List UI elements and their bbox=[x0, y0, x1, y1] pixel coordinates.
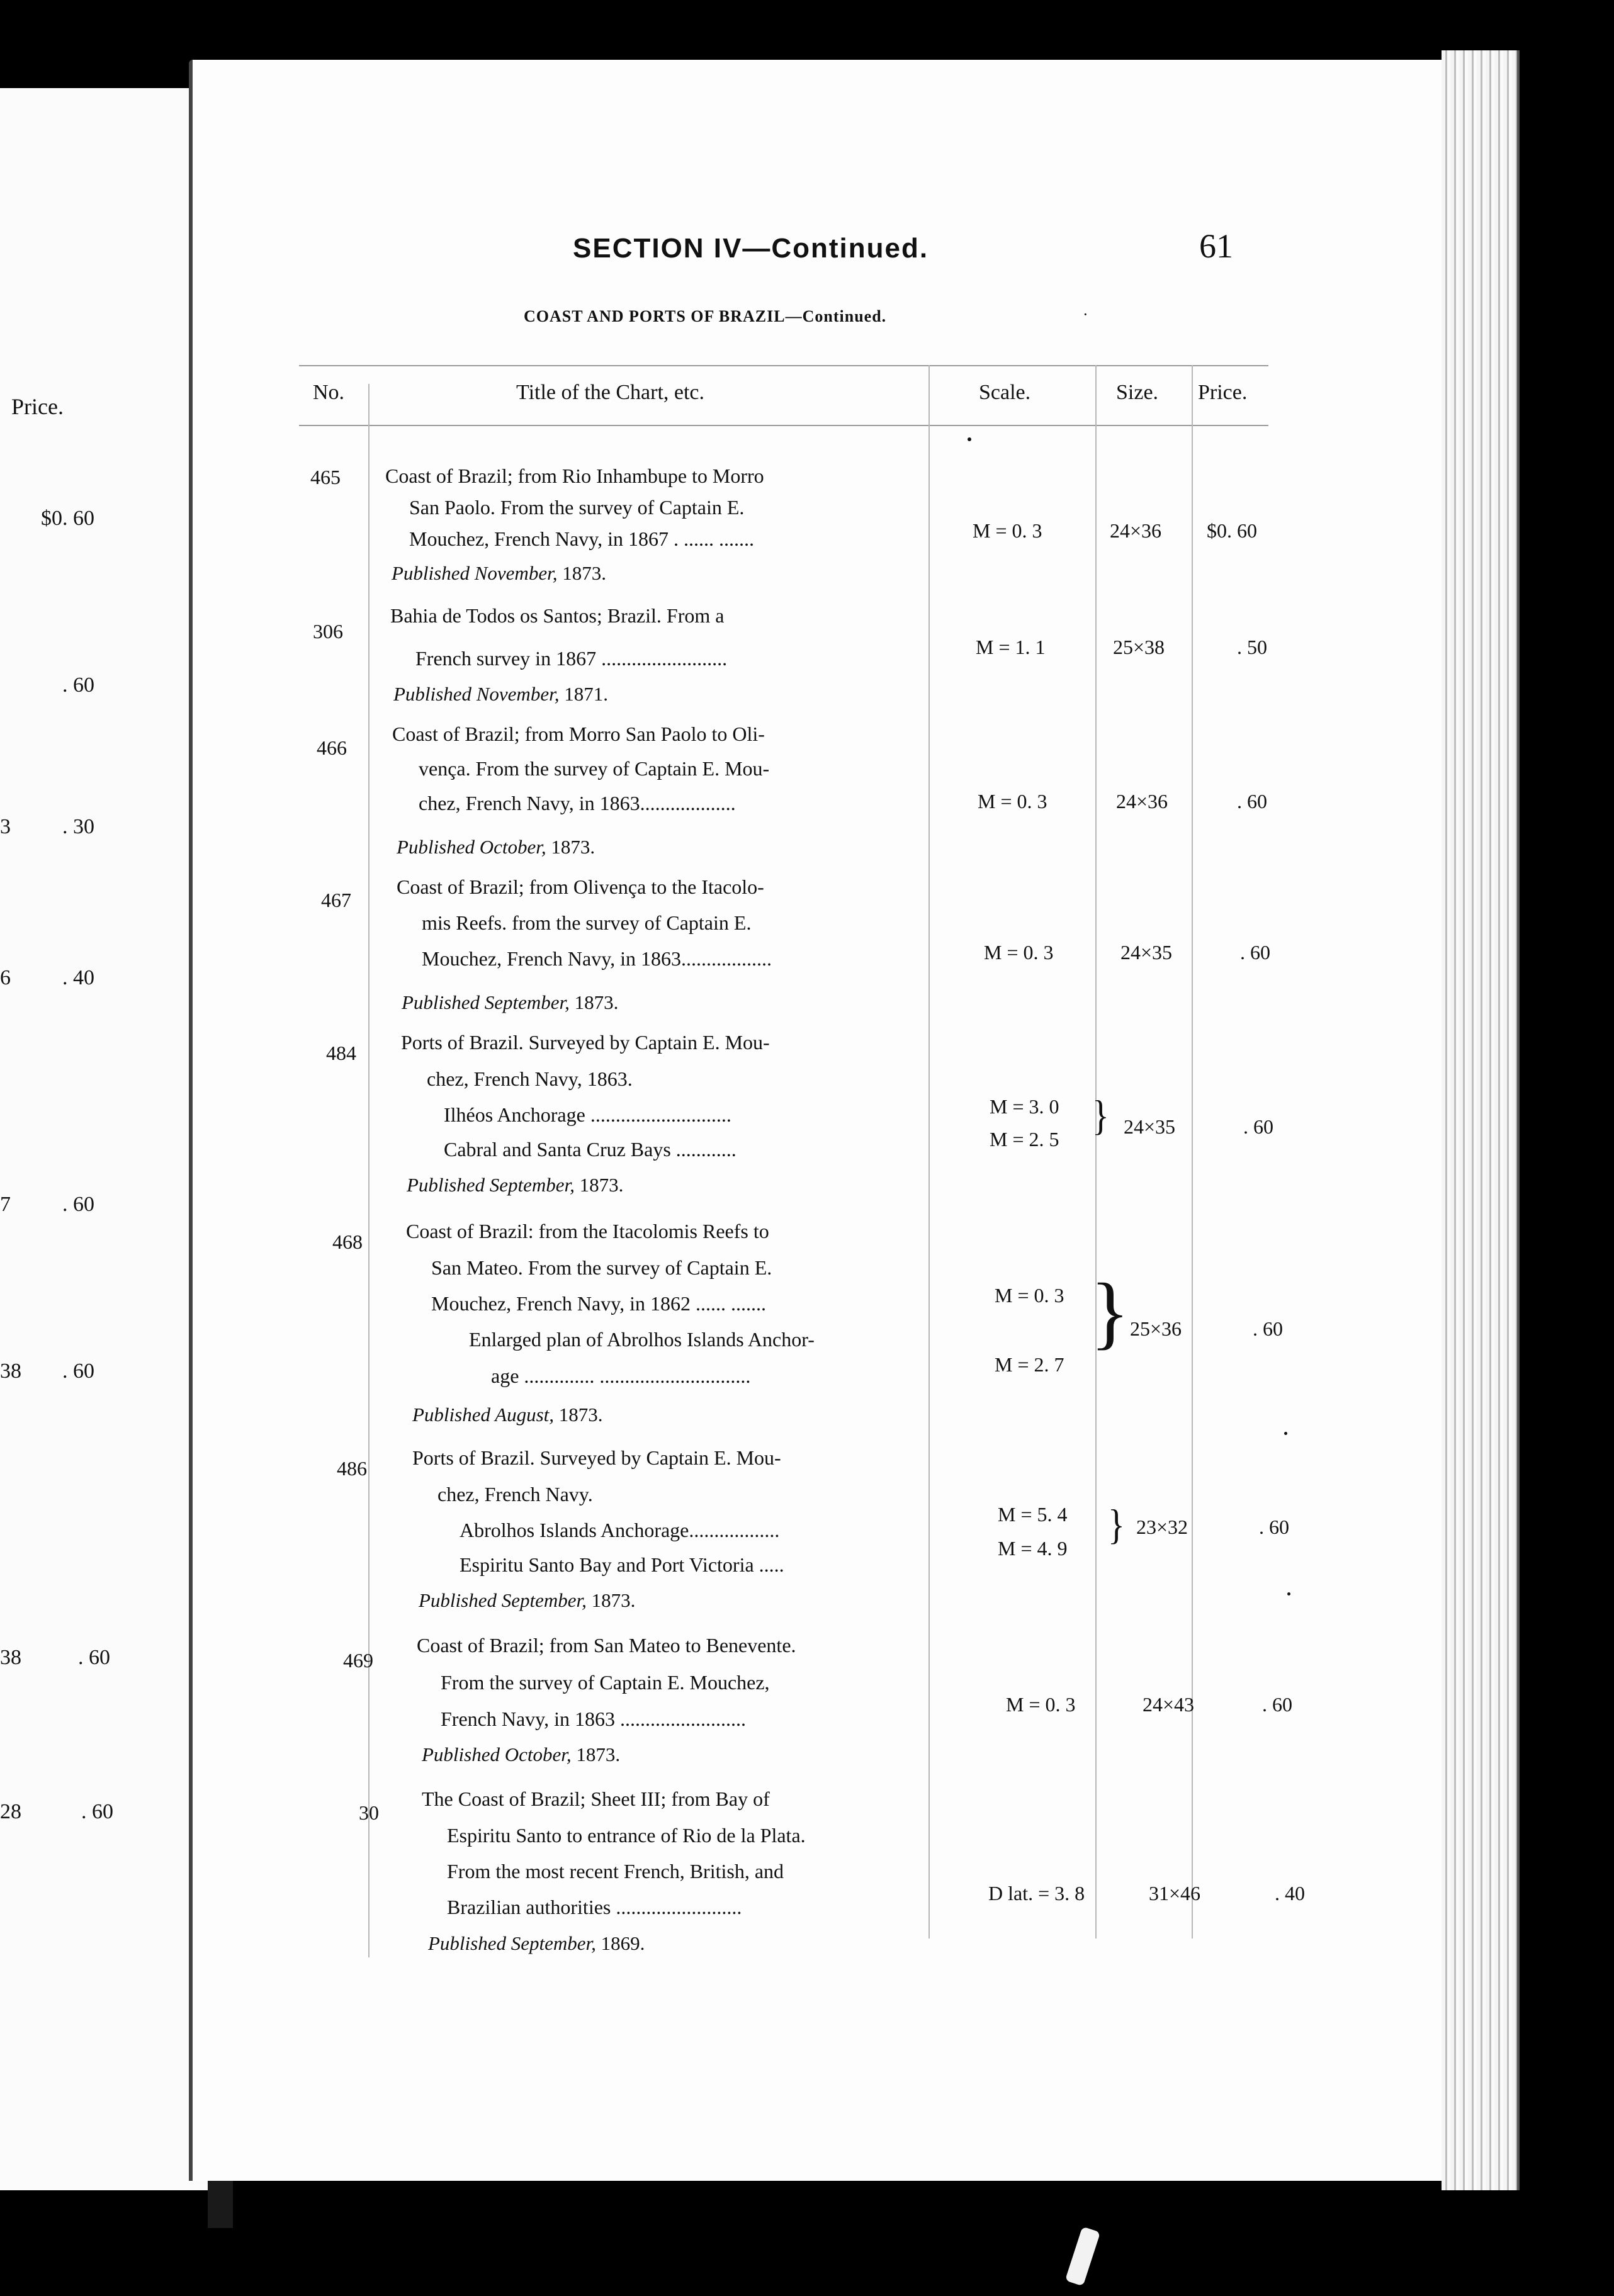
title-line: vença. From the survey of Captain E. Mou- bbox=[419, 757, 770, 780]
title-line: French Navy, in 1863 ......................... bbox=[441, 1708, 746, 1730]
left-price: . 40 bbox=[62, 966, 94, 989]
title-line: chez, French Navy, in 1863................... bbox=[419, 792, 736, 814]
scale-value: M = 2. 7 bbox=[995, 1353, 1064, 1376]
left-fragment: 3 bbox=[0, 815, 11, 838]
chart-number: 468 bbox=[332, 1230, 363, 1253]
title-line: Coast of Brazil; from Rio Inhambupe to Morro bbox=[385, 464, 764, 487]
left-price: . 60 bbox=[62, 1359, 94, 1383]
scale-value: D lat. = 3. 8 bbox=[988, 1882, 1085, 1905]
scale-value: M = 0. 3 bbox=[984, 941, 1054, 964]
chart-number: 30 bbox=[359, 1801, 379, 1824]
price-value: . 60 bbox=[1240, 941, 1270, 964]
left-fragment: 38 bbox=[0, 1359, 21, 1383]
title-line: Coast of Brazil: from the Itacolomis Reefs to bbox=[406, 1220, 769, 1242]
left-fragment: 7 bbox=[0, 1193, 11, 1216]
stray-mark: · bbox=[1083, 305, 1088, 324]
price-value: . 60 bbox=[1243, 1115, 1273, 1138]
column-header-size: Size. bbox=[1116, 381, 1159, 404]
size-value: 23×32 bbox=[1136, 1516, 1188, 1538]
price-value: . 60 bbox=[1253, 1317, 1283, 1340]
title-line: Mouchez, French Navy, in 1862 ...... ....... bbox=[431, 1292, 767, 1315]
title-line: chez, French Navy, 1863. bbox=[427, 1067, 633, 1090]
publication-date: Published October, 1873. bbox=[397, 836, 595, 858]
size-value: 24×36 bbox=[1110, 519, 1162, 542]
price-value: . 60 bbox=[1259, 1516, 1289, 1538]
ink-speck bbox=[1287, 1592, 1290, 1595]
size-value: 25×36 bbox=[1130, 1317, 1182, 1340]
scale-value: M = 0. 3 bbox=[995, 1284, 1064, 1307]
left-price: . 30 bbox=[62, 815, 94, 838]
scale-value: M = 5. 4 bbox=[998, 1503, 1068, 1526]
price-value: . 60 bbox=[1237, 790, 1267, 813]
column-divider bbox=[928, 365, 930, 1939]
chart-number: 469 bbox=[343, 1649, 373, 1672]
title-line: Ilhéos Anchorage ............................ bbox=[444, 1103, 731, 1126]
page-edges bbox=[1442, 50, 1520, 2190]
left-price: . 60 bbox=[62, 1193, 94, 1216]
column-divider bbox=[368, 384, 370, 1957]
title-line: age .............. .............................. bbox=[491, 1365, 751, 1387]
column-header-no: No. bbox=[313, 381, 345, 404]
chart-number: 486 bbox=[337, 1457, 367, 1480]
scale-value: M = 0. 3 bbox=[1006, 1693, 1076, 1716]
size-value: 31×46 bbox=[1149, 1882, 1201, 1905]
scale-value: M = 2. 5 bbox=[990, 1128, 1059, 1151]
table-header-rule bbox=[299, 425, 1268, 426]
section-heading: SECTION IV—Continued. bbox=[573, 233, 929, 264]
size-value: 25×38 bbox=[1113, 636, 1165, 658]
scale-value: M = 3. 0 bbox=[990, 1095, 1059, 1118]
left-price: . 60 bbox=[78, 1646, 110, 1669]
chart-number: 467 bbox=[321, 889, 351, 911]
size-value: 24×36 bbox=[1116, 790, 1168, 813]
left-fragment: 38 bbox=[0, 1646, 21, 1669]
title-line: Coast of Brazil; from Morro San Paolo to Oli- bbox=[392, 723, 765, 745]
page-number: 61 bbox=[1199, 227, 1233, 265]
title-line: Bahia de Todos os Santos; Brazil. From a bbox=[390, 604, 725, 627]
scale-value: M = 4. 9 bbox=[998, 1537, 1068, 1560]
title-line: Ports of Brazil. Surveyed by Captain E. Mou- bbox=[401, 1031, 770, 1054]
title-line: San Mateo. From the survey of Captain E. bbox=[431, 1256, 772, 1279]
paper-scrap bbox=[1065, 2227, 1100, 2287]
left-price: $0. 60 bbox=[41, 507, 94, 530]
publication-date: Published September, 1873. bbox=[402, 991, 619, 1013]
left-price: . 60 bbox=[81, 1800, 113, 1823]
left-price-header: Price. bbox=[11, 394, 64, 419]
ink-speck bbox=[968, 437, 971, 441]
title-line: San Paolo. From the survey of Captain E. bbox=[409, 496, 745, 519]
title-line: chez, French Navy. bbox=[437, 1483, 593, 1505]
publication-date: Published September, 1873. bbox=[419, 1589, 636, 1611]
chart-number: 466 bbox=[317, 736, 347, 759]
chart-number: 465 bbox=[310, 466, 341, 488]
title-line: Ports of Brazil. Surveyed by Captain E. Mou- bbox=[412, 1446, 781, 1469]
chart-number: 306 bbox=[313, 620, 343, 643]
column-header-price: Price. bbox=[1198, 381, 1248, 404]
scale-value: M = 1. 1 bbox=[976, 636, 1046, 658]
price-value: . 50 bbox=[1237, 636, 1267, 658]
left-fragment: 6 bbox=[0, 966, 11, 989]
size-value: 24×43 bbox=[1143, 1693, 1195, 1716]
title-line: Mouchez, French Navy, in 1863.................. bbox=[422, 947, 772, 970]
title-line: From the survey of Captain E. Mouchez, bbox=[441, 1671, 770, 1694]
title-line: The Coast of Brazil; Sheet III; from Bay of bbox=[422, 1787, 770, 1810]
title-line: Espiritu Santo to entrance of Rio de la Plata. bbox=[447, 1824, 806, 1847]
publication-date: Published September, 1873. bbox=[407, 1174, 624, 1196]
title-line: Abrolhos Islands Anchorage.................. bbox=[460, 1519, 780, 1541]
title-line: mis Reefs. from the survey of Captain E. bbox=[422, 911, 752, 934]
publication-date: Published September, 1869. bbox=[428, 1932, 645, 1954]
title-line: Enlarged plan of Abrolhos Islands Anchor- bbox=[469, 1328, 815, 1351]
publication-date: Published November, 1873. bbox=[392, 562, 606, 584]
publication-date: Published November, 1871. bbox=[393, 683, 608, 705]
publication-date: Published October, 1873. bbox=[422, 1743, 621, 1765]
title-line: Coast of Brazil; from San Mateo to Benevente. bbox=[417, 1634, 796, 1657]
size-value: 24×35 bbox=[1120, 941, 1173, 964]
title-line: Mouchez, French Navy, in 1867 . ...... ....... bbox=[409, 527, 755, 550]
chart-number: 484 bbox=[326, 1042, 356, 1064]
scale-value: M = 0. 3 bbox=[973, 519, 1042, 542]
scale-value: M = 0. 3 bbox=[978, 790, 1047, 813]
brace: } bbox=[1090, 1267, 1130, 1358]
price-value: . 40 bbox=[1275, 1882, 1305, 1905]
left-price: . 60 bbox=[62, 673, 94, 697]
column-header-scale: Scale. bbox=[979, 381, 1031, 404]
title-line: French survey in 1867 ......................... bbox=[415, 647, 728, 670]
size-value: 24×35 bbox=[1124, 1115, 1176, 1138]
brace: } bbox=[1108, 1501, 1125, 1549]
left-fragment: 28 bbox=[0, 1800, 21, 1823]
price-value: $0. 60 bbox=[1207, 519, 1257, 542]
column-divider bbox=[1095, 365, 1097, 1939]
price-value: . 60 bbox=[1262, 1693, 1292, 1716]
table-top-rule bbox=[299, 365, 1268, 366]
title-line: Espiritu Santo Bay and Port Victoria ..... bbox=[460, 1553, 784, 1576]
table-subheading: COAST AND PORTS OF BRAZIL—Continued. bbox=[524, 307, 887, 325]
column-header-title: Title of the Chart, etc. bbox=[516, 381, 705, 404]
title-line: From the most recent French, British, and bbox=[447, 1860, 784, 1882]
publication-date: Published August, 1873. bbox=[412, 1404, 603, 1426]
title-line: Brazilian authorities ......................... bbox=[447, 1896, 742, 1918]
title-line: Coast of Brazil; from Olivença to the Itacolo- bbox=[397, 875, 764, 898]
ink-speck bbox=[1284, 1432, 1287, 1435]
brace: } bbox=[1092, 1092, 1109, 1140]
title-line: Cabral and Santa Cruz Bays ............ bbox=[444, 1138, 736, 1161]
